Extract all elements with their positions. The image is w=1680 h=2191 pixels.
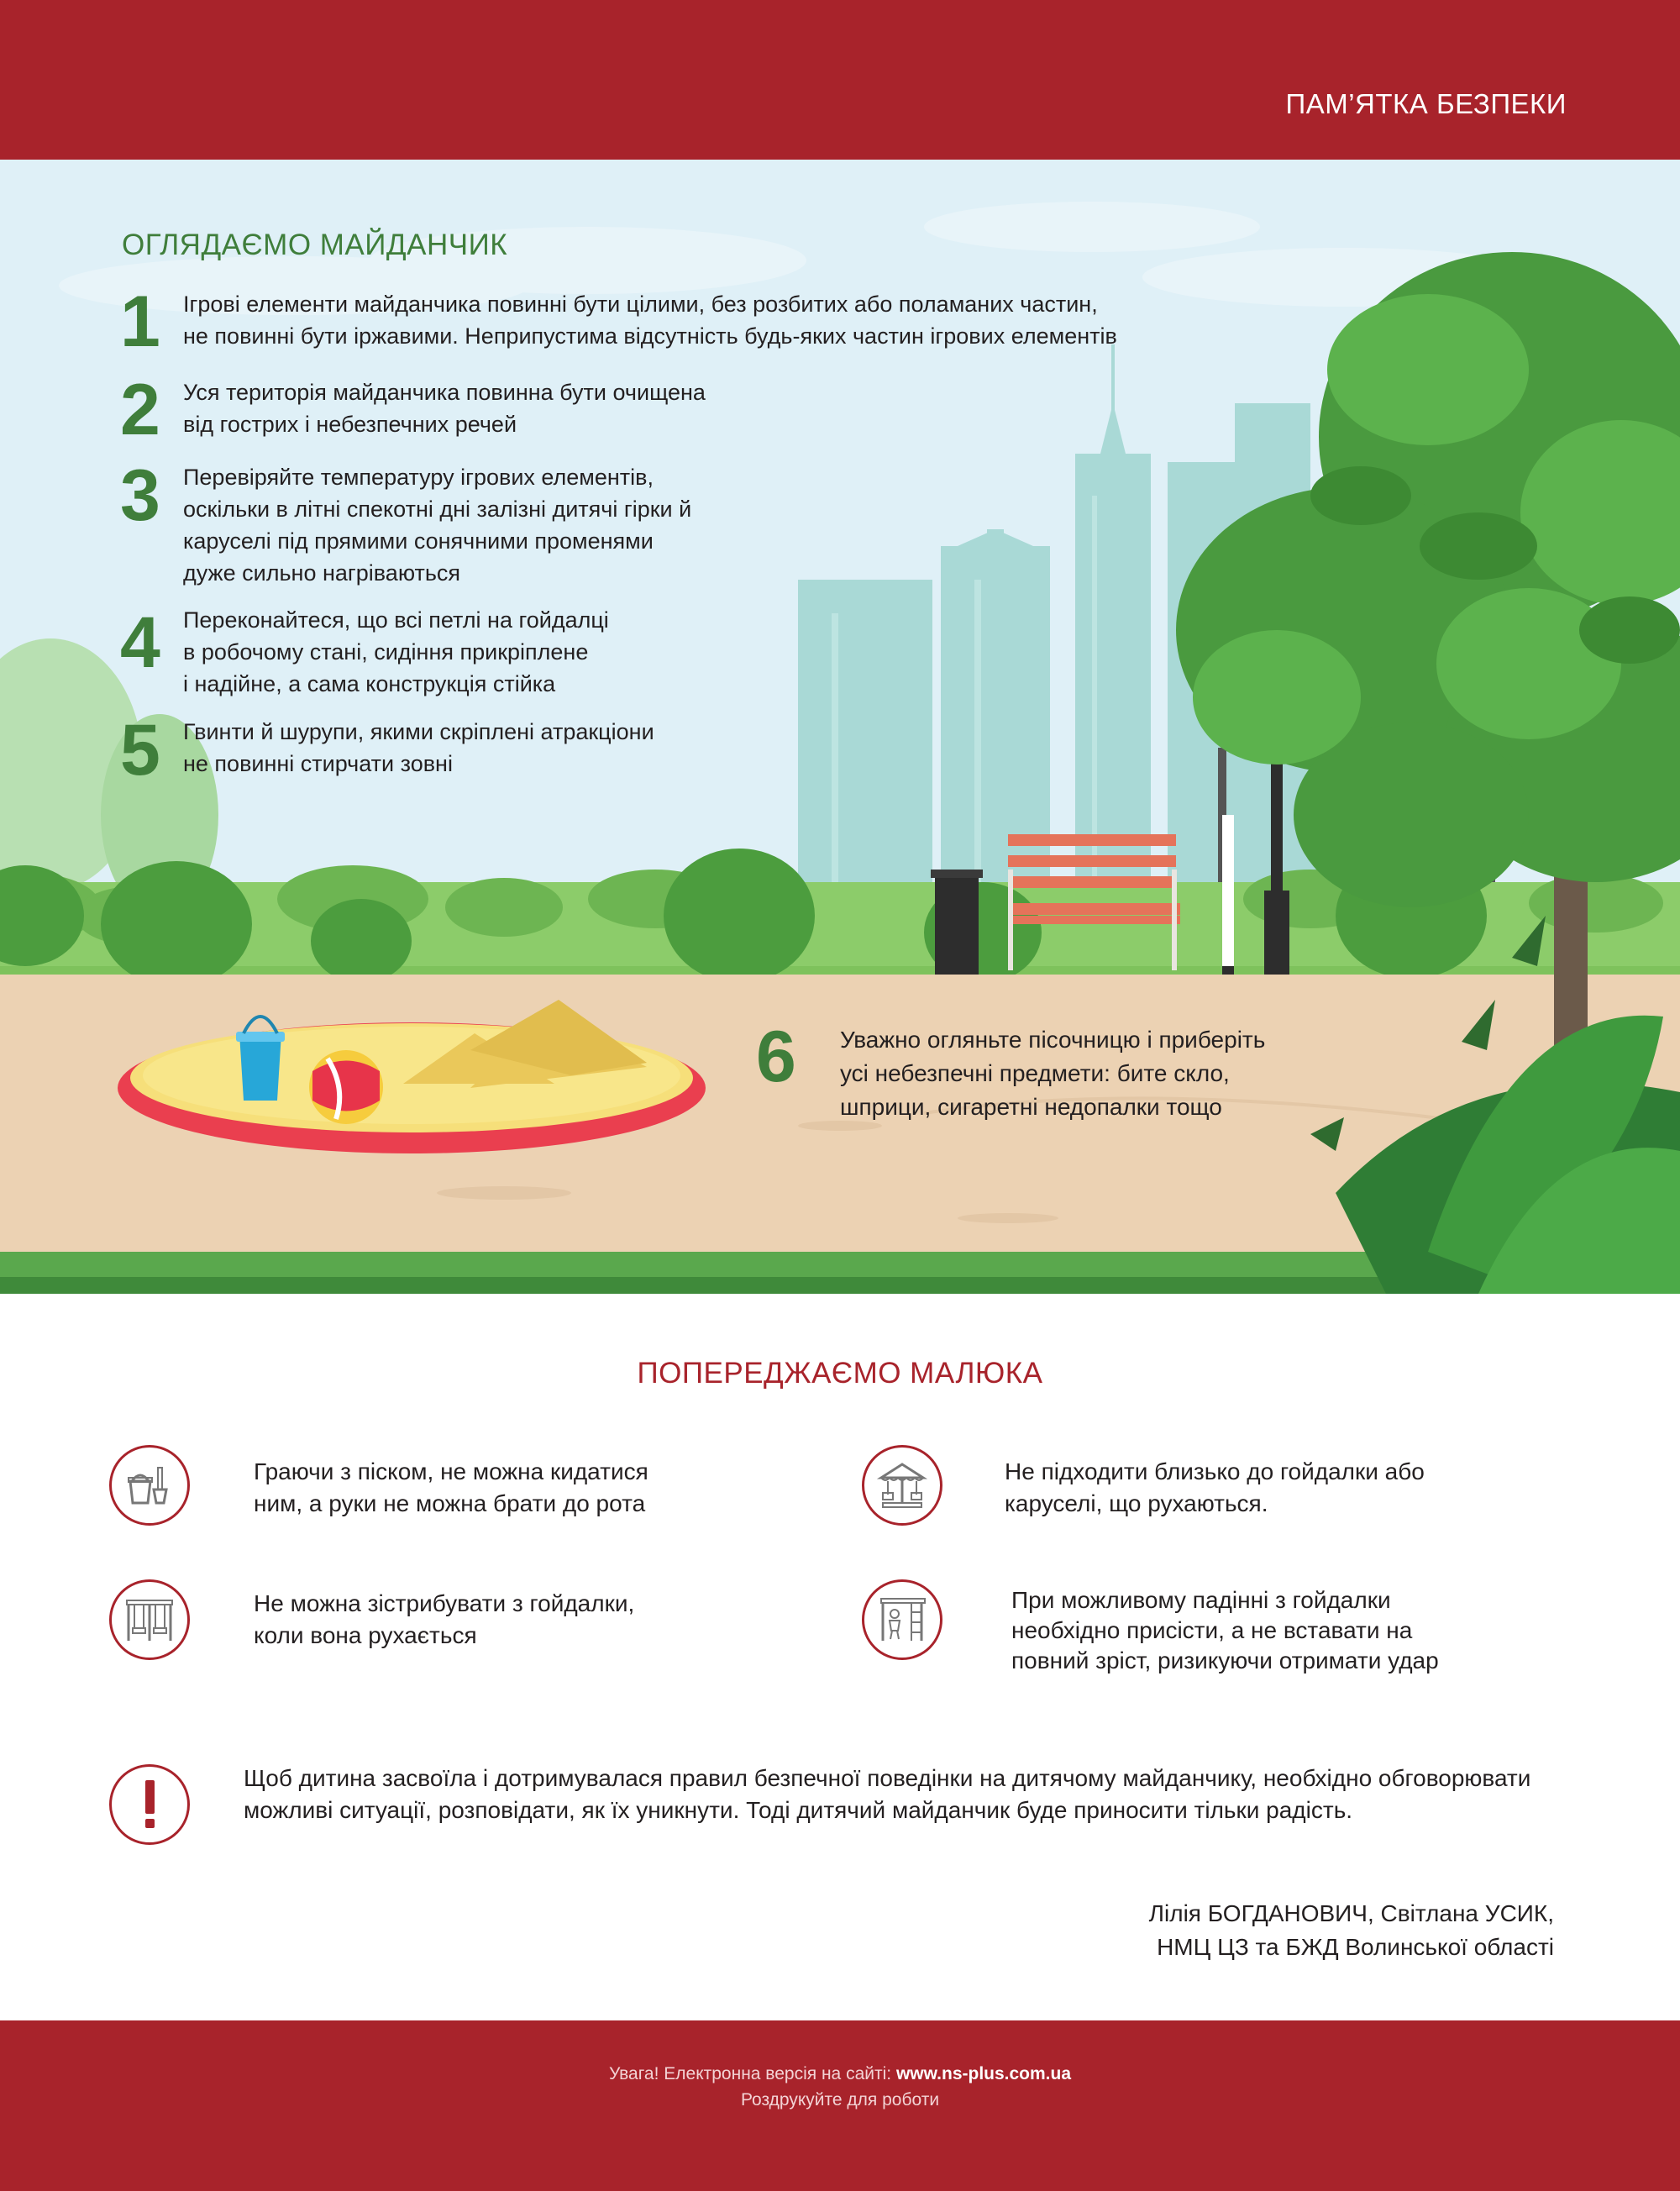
item-1-line-2: не повинні бути іржавими. Неприпустима відсутність будь-яких частин ігрових елементів — [183, 323, 1117, 349]
warning-4-text — [1011, 1585, 1439, 1676]
item-number-5: 5 — [120, 710, 160, 791]
warning-4-line-3: повний зріст, ризикуючи отримати удар — [1011, 1647, 1439, 1673]
warning-1-line-2: ним, а руки не можна брати до рота — [254, 1490, 646, 1516]
item-number-4: 4 — [120, 602, 160, 683]
warning-1-text — [254, 1456, 648, 1520]
item-3-line-4: дуже сильно нагріваються — [183, 560, 461, 586]
item-number-3: 3 — [120, 455, 160, 536]
item-text-6 — [840, 1023, 1265, 1124]
item-5-line-1: Гвинти й шурупи, якими скріплені атракціони — [183, 719, 654, 744]
item-3-line-3: каруселі під прямими сонячними променями — [183, 528, 654, 554]
carousel-icon — [862, 1445, 942, 1526]
item-number-1: 1 — [120, 281, 160, 362]
warning-1-line-1: Граючи з піском, не можна кидатися — [254, 1458, 648, 1484]
swing-icon — [109, 1579, 190, 1660]
warning-2-line-2: каруселі, що рухаються. — [1005, 1490, 1268, 1516]
item-3-line-1: Перевіряйте температуру ігрових елементів, — [183, 465, 654, 490]
parent-advice-note: Щоб дитина засвоїла і дотримувалася правил безпечної поведінки на дитячому майданчику, необхідно обговорювати можливі ситуації, розповідати, як їх уникнути. Тоді дитячий майданчик буде приносити тільки радість. — [244, 1765, 1531, 1823]
page-title: ПАМ’ЯТКА БЕЗПЕКИ — [1285, 88, 1567, 119]
authors-block — [1149, 1897, 1554, 1964]
footer-prefix: Увага! Електронна версія на сайті: — [608, 2064, 896, 2083]
warning-3-line-2: коли вона рухається — [254, 1622, 477, 1648]
item-6-line-1: Уважно огляньте пісочницю і приберіть — [840, 1027, 1266, 1053]
item-text-1 — [183, 288, 1117, 352]
item-4-line-3: і надійне, а сама конструкція стійка — [183, 671, 556, 696]
footer-line-1 — [0, 2064, 1680, 2084]
exclamation-icon — [109, 1764, 190, 1845]
item-text-5 — [183, 716, 654, 780]
footer-site-link[interactable]: www.ns-plus.com.ua — [895, 2064, 1072, 2083]
playground-fall-icon — [862, 1579, 942, 1660]
item-number-2: 2 — [120, 370, 160, 450]
section-title-warn: ПОПЕРЕДЖАЄМО МАЛЮКА — [637, 1357, 1043, 1390]
authors-names: Лілія БОГДАНОВИЧ, Світлана УСИК, — [1148, 1900, 1554, 1926]
item-6-line-2: усі небезпечні предмети: бите скло, — [840, 1060, 1230, 1086]
section-title-inspect: ОГЛЯДАЄМО МАЙДАНЧИК — [122, 229, 508, 261]
footer-line-2: Роздрукуйте для роботи — [740, 2090, 940, 2110]
item-5-line-2: не повинні стирчати зовні — [183, 751, 453, 776]
warning-3-line-1: Не можна зістрибувати з гойдалки, — [254, 1590, 635, 1616]
item-1-line-1: Ігрові елементи майданчика повинні бути цілими, без розбитих або поламаних частин, — [183, 292, 1098, 317]
authors-organization: НМЦ ЦЗ та БЖД Волинської області — [1157, 1934, 1554, 1960]
item-3-line-2: оскільки в літні спекотні дні залізні дитячі гірки й — [183, 497, 692, 522]
warning-4-line-2: необхідно присісти, а не вставати на — [1011, 1617, 1413, 1643]
footer-bar — [0, 2020, 1680, 2191]
item-text-4 — [183, 604, 609, 700]
item-6-line-3: шприци, сигаретні недопалки тощо — [840, 1094, 1222, 1120]
warning-2-text — [1005, 1456, 1425, 1520]
header-bar — [0, 0, 1680, 160]
item-4-line-2: в робочому стані, сидіння прикріплене — [183, 639, 589, 665]
warning-2-line-1: Не підходити близько до гойдалки або — [1005, 1458, 1425, 1484]
item-text-3 — [183, 461, 691, 589]
warning-3-text — [254, 1588, 634, 1652]
item-2-line-1: Уся територія майданчика повинна бути очищена — [183, 380, 706, 405]
item-text-2 — [183, 376, 706, 440]
item-4-line-1: Переконайтеся, що всі петлі на гойдалці — [183, 607, 609, 633]
sand-bucket-icon — [109, 1445, 190, 1526]
item-2-line-2: від гострих і небезпечних речей — [183, 412, 517, 437]
item-number-6: 6 — [756, 1017, 796, 1097]
park-illustration — [0, 160, 1680, 1294]
warning-4-line-1: При можливому падінні з гойдалки — [1011, 1587, 1391, 1613]
